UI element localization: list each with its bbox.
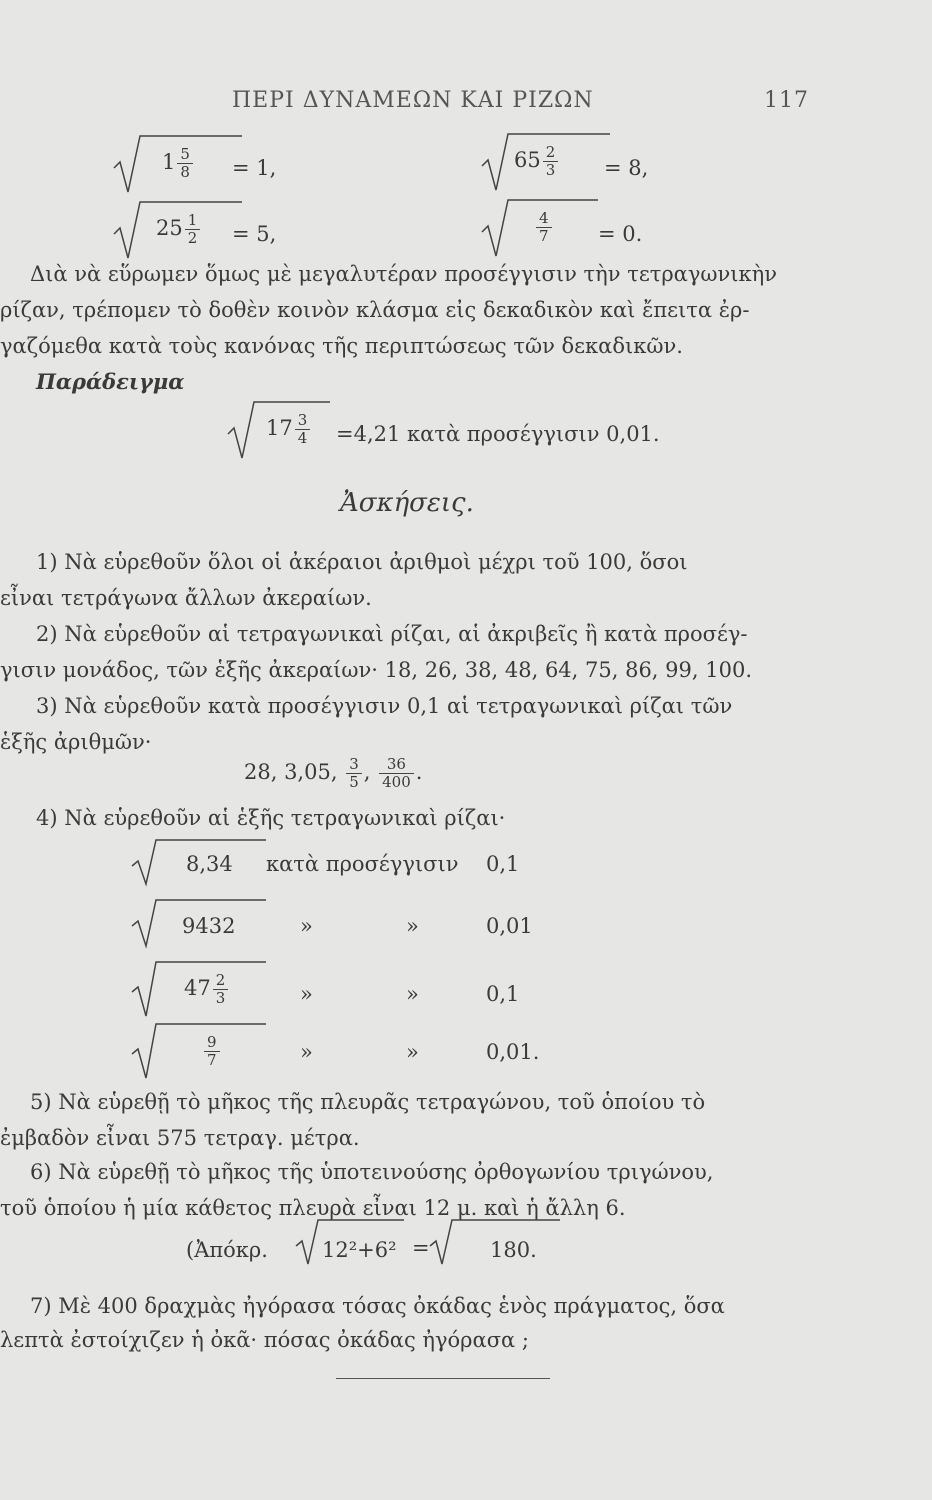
exercise-4-row-2-radical <box>132 896 272 952</box>
exercise-6-line-1: 6) Νὰ εὑρεθῇ τὸ μῆκος τῆς ὑποτεινούσης ὀρθογωνίου τριγώνου, <box>30 1160 714 1184</box>
numerator: 5 <box>177 146 193 164</box>
denominator: 7 <box>207 1051 217 1069</box>
running-header-title: ΠΕΡΙ ΔΥΝΑΜΕΩΝ ΚΑΙ ΡΙΖΩΝ <box>232 88 594 113</box>
radical-whole: 47 <box>184 976 211 1000</box>
fraction <box>295 412 311 447</box>
row-4-approx: 0,01. <box>486 1040 540 1064</box>
denominator: 8 <box>180 163 190 181</box>
radical-1-result: = 1, <box>232 156 277 180</box>
fraction <box>185 212 201 247</box>
fraction <box>536 210 552 245</box>
radical-65-2-3 <box>482 130 612 196</box>
denominator: 400 <box>382 773 411 791</box>
radical-4-7 <box>482 196 612 262</box>
exercise-7-line-1: 7) Μὲ 400 δραχμὰς ἠγόρασα τόσας ὀκάδας ἑνὸς πράγματος, ὅσα <box>30 1294 725 1318</box>
radical-whole: 65 <box>514 148 541 172</box>
example-label: Παράδειγμα <box>36 369 185 394</box>
exercise-3-line-2: ἑξῆς ἀριθμῶν· <box>0 730 152 754</box>
closing-rule <box>336 1378 550 1379</box>
radicand: 12²+6² <box>322 1238 397 1262</box>
exercise-7-line-2: λεπτὰ ἐστοίχιζεν ἡ ὀκᾶ· πόσας ὀκάδας ἠγόρασα ; <box>0 1328 529 1352</box>
numerator: 1 <box>185 212 201 230</box>
intro-line-3: γαζόμεθα κατὰ τοὺς κανόνας τῆς περιπτώσεως τῶν δεκαδικῶν. <box>0 334 683 358</box>
intro-line-2: ρίζαν, τρέπομεν τὸ δοθὲν κοινὸν κλάσμα εἰς δεκαδικὸν καὶ ἔπειτα ἐρ- <box>0 298 750 322</box>
fraction-36-400 <box>379 756 414 791</box>
exercises-heading: Ἀσκήσεις. <box>340 488 474 518</box>
example-radical <box>228 398 338 464</box>
radical-2-result: = 8, <box>604 156 649 180</box>
fraction <box>213 972 229 1007</box>
numerator: 36 <box>379 756 414 774</box>
row-4-ditto-1: » <box>300 1040 313 1064</box>
example-result: =4,21 κατὰ προσέγγισιν 0,01. <box>336 422 660 446</box>
numerator: 2 <box>213 972 229 990</box>
fraction <box>543 144 559 179</box>
exercise-4-line-1: 4) Νὰ εὑρεθοῦν αἱ ἑξῆς τετραγωνικαὶ ρίζαι· <box>36 806 506 830</box>
exercise-3-values: 28, 3,05, $\frac{3}{5}$ , $\frac{36}{400}$ . <box>244 755 423 791</box>
exercise-2-line-2: γισιν μονάδος, τῶν ἑξῆς ἀκεραίων· 18, 26, 38, 48, 64, 75, 86, 99, 100. <box>0 658 752 682</box>
numerator: 9 <box>204 1034 220 1052</box>
exercise-6-line-2: τοῦ ὁποίου ἡ μία κάθετος πλευρὰ εἶναι 12 μ. καὶ ἡ ἄλλη 6. <box>0 1196 626 1220</box>
denominator: 5 <box>349 773 359 791</box>
page-number: 117 <box>764 88 809 113</box>
row-3-approx: 0,1 <box>486 982 520 1006</box>
radical-25-1-2 <box>114 198 244 264</box>
row-2-approx: 0,01 <box>486 914 533 938</box>
row-3-ditto-2: » <box>406 982 419 1006</box>
denominator: 3 <box>545 161 556 179</box>
row-4-ditto-2: » <box>406 1040 419 1064</box>
row-2-ditto-1: » <box>300 914 313 938</box>
exercise-4-row-1-radical <box>132 838 272 890</box>
values-list: 28, 3,05, <box>244 760 338 784</box>
exercise-4-row-4-radical <box>132 1020 272 1084</box>
exercise-5-line-1: 5) Νὰ εὑρεθῇ τὸ μῆκος τῆς πλευρᾶς τετραγώνου, τοῦ ὁποίου τὸ <box>30 1090 706 1114</box>
radical-4-result: = 0. <box>598 222 643 246</box>
radical-3-result: = 5, <box>232 222 277 246</box>
radical-1-5-8 <box>114 132 244 198</box>
radical-whole: 25 <box>156 216 183 240</box>
radicand: 9432 <box>182 914 236 938</box>
row-2-ditto-2: » <box>406 914 419 938</box>
exercise-4-row-3-radical <box>132 958 272 1022</box>
intro-line-1: Διὰ νὰ εὕρωμεν ὅμως μὲ μεγαλυτέραν προσέγγισιν τὴν τετραγωνικὴν <box>30 262 777 286</box>
radicand: 8,34 <box>186 852 233 876</box>
answer-equals: = <box>412 1236 430 1260</box>
exercise-6-answer-radical-1 <box>296 1216 408 1270</box>
fraction <box>204 1034 220 1069</box>
exercise-1-line-2: εἶναι τετράγωνα ἄλλων ἀκεραίων. <box>0 586 372 610</box>
denominator: 7 <box>539 227 549 245</box>
fraction <box>177 146 193 181</box>
numerator: 3 <box>295 412 311 430</box>
denominator: 2 <box>187 229 198 247</box>
exercise-3-line-1: 3) Νὰ εὑρεθοῦν κατὰ προσέγγισιν 0,1 αἱ τετραγωνικαὶ ρίζαι τῶν <box>36 694 733 718</box>
radicand: 180. <box>490 1238 537 1262</box>
radical-whole: 1 <box>162 150 176 174</box>
numerator: 2 <box>543 144 559 162</box>
exercise-6-answer-label: (Ἀπόκρ. <box>186 1238 268 1262</box>
exercise-5-line-2: ἐμβαδὸν εἶναι 575 τετραγ. μέτρα. <box>0 1126 360 1150</box>
radical-whole: 17 <box>266 416 293 440</box>
denominator: 3 <box>215 989 226 1007</box>
numerator: 4 <box>536 210 552 228</box>
denominator: 4 <box>297 429 308 447</box>
exercise-6-answer-radical-2 <box>430 1216 570 1270</box>
row-1-approx: 0,1 <box>486 852 520 876</box>
numerator: 3 <box>346 756 362 774</box>
exercise-2-line-1: 2) Νὰ εὑρεθοῦν αἱ τετραγωνικαὶ ρίζαι, αἱ ἀκριβεῖς ἢ κατὰ προσέγ- <box>36 622 748 646</box>
row-1-approx-label: κατὰ προσέγγισιν <box>266 852 459 876</box>
row-3-ditto-1: » <box>300 982 313 1006</box>
exercise-1-line-1: 1) Νὰ εὑρεθοῦν ὅλοι οἱ ἀκέραιοι ἀριθμοὶ μέχρι τοῦ 100, ὅσοι <box>36 550 688 574</box>
fraction-3-5 <box>346 756 362 791</box>
